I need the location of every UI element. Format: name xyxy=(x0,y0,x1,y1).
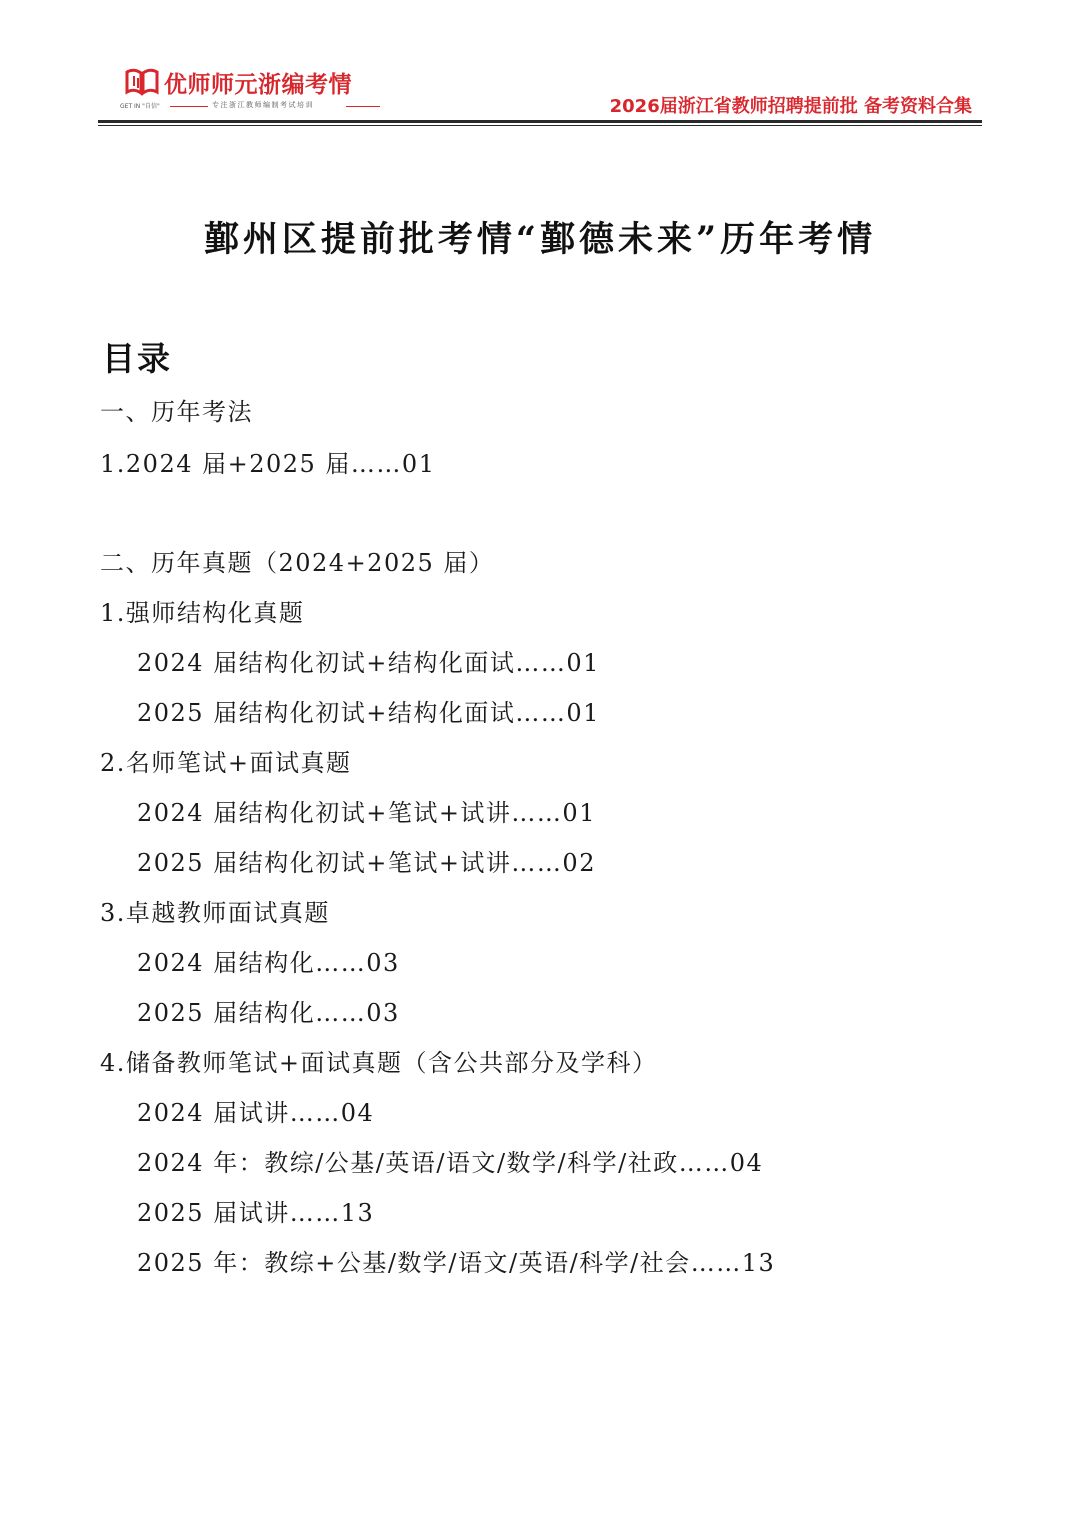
toc-subitem: 2024 届试讲……04 xyxy=(137,1099,375,1127)
toc-item: 1.2024 届+2025 届……01 xyxy=(100,450,436,478)
toc-section-heading: 一、历年考法 xyxy=(100,398,253,426)
toc-subitem: 2024 届结构化……03 xyxy=(137,949,400,977)
book-icon xyxy=(124,66,160,98)
toc-section-heading: 二、历年真题（2024+2025 届） xyxy=(100,549,495,577)
toc-subitem: 2025 届试讲……13 xyxy=(137,1199,375,1227)
logo-text: 优师师元浙编考情 xyxy=(164,72,352,98)
toc-subitem: 2024 届结构化初试+笔试+试讲……01 xyxy=(137,799,596,827)
toc-subitem: 2025 年：教综+公基/数学/语文/英语/科学/社会……13 xyxy=(137,1249,776,1277)
document-title: 鄞州区提前批考情“鄞德未来”历年考情 xyxy=(203,219,877,260)
brand-logo xyxy=(120,64,370,114)
tagline-divider-left xyxy=(170,106,208,107)
toc-subitem: 2024 年：教综/公基/英语/语文/数学/科学/社政……04 xyxy=(137,1149,764,1177)
logo-tagline-left: GET IN "自信" xyxy=(120,103,160,110)
toc-subitem: 2024 届结构化初试+结构化面试……01 xyxy=(137,649,600,677)
toc-item: 2.名师笔试+面试真题 xyxy=(100,749,352,777)
header-rule-thick xyxy=(98,120,982,123)
tagline-divider-right xyxy=(346,106,380,107)
toc-heading: 目录 xyxy=(102,339,172,378)
logo-tagline: 专注浙江教师编制考试培训 xyxy=(212,101,314,109)
page-header xyxy=(98,60,982,128)
toc-subitem: 2025 届结构化初试+笔试+试讲……02 xyxy=(137,849,596,877)
toc-subitem: 2025 届结构化……03 xyxy=(137,999,400,1027)
header-rule-thin xyxy=(98,125,982,126)
header-collection-title: 2026届浙江省教师招聘提前批 备考资料合集 xyxy=(609,96,972,117)
toc-item: 4.储备教师笔试+面试真题（含公共部分及学科） xyxy=(100,1049,658,1077)
toc-subitem: 2025 届结构化初试+结构化面试……01 xyxy=(137,699,600,727)
toc-item: 1.强师结构化真题 xyxy=(100,599,305,627)
toc-item: 3.卓越教师面试真题 xyxy=(100,899,330,927)
